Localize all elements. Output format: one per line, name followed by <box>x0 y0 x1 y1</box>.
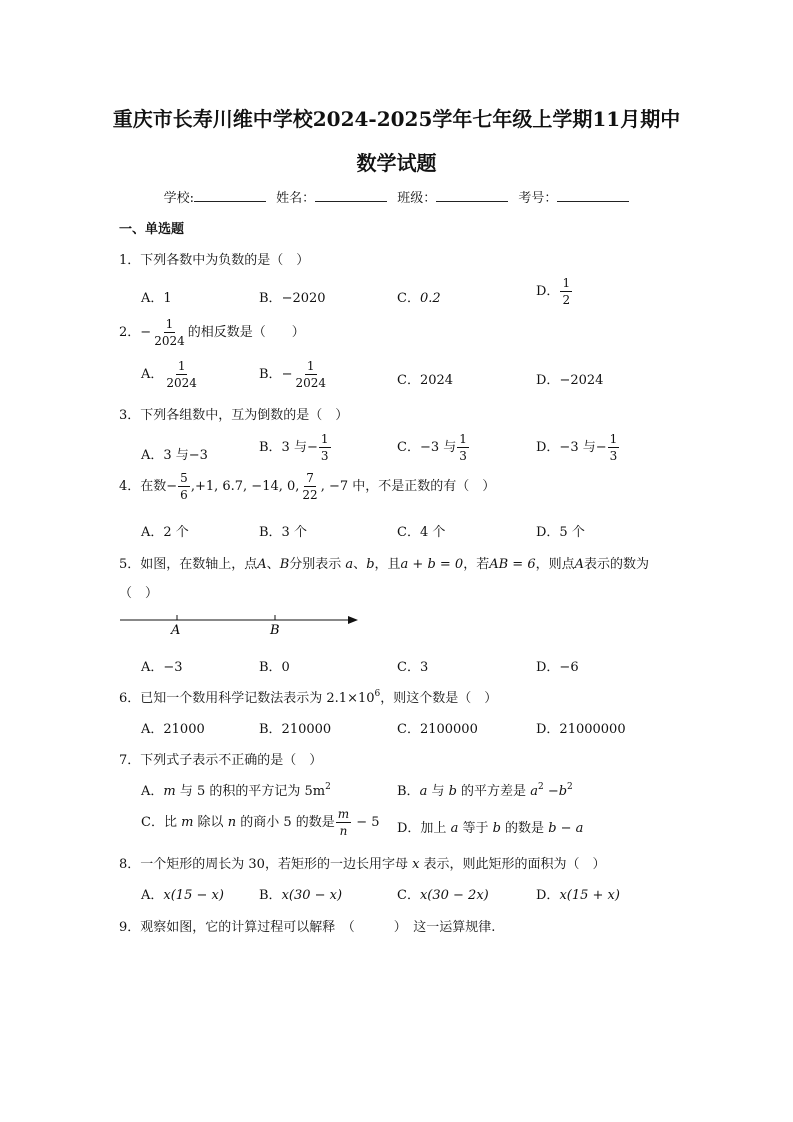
fraction-denominator: 6 <box>180 488 188 502</box>
var-m: m <box>163 784 176 799</box>
var-a: a <box>419 784 428 799</box>
question-2-stem <box>119 318 305 347</box>
option-label: B． <box>397 784 420 799</box>
number-blank <box>557 189 629 202</box>
number-line-figure <box>118 608 363 638</box>
question-6-option-b: B．210000 <box>259 722 332 737</box>
point-a-ref: A <box>574 557 584 572</box>
point-b-label: B <box>270 623 280 638</box>
option-value: 0.2 <box>419 291 441 306</box>
expression: b − a <box>548 821 584 836</box>
question-3-option-a: A．3 与−3 <box>141 448 208 463</box>
question-4-option-a: A．2 个 <box>141 525 189 540</box>
stem-text: ，则这个数是（ ） <box>380 691 498 706</box>
question-5-option-a: A．−3 <box>141 660 183 675</box>
fraction <box>152 318 187 347</box>
fraction <box>164 360 199 389</box>
fraction-numerator: 1 <box>306 359 315 373</box>
option-text: 的数是 <box>500 821 549 836</box>
question-number: 2． <box>119 325 141 340</box>
question-8-option-a <box>141 884 224 903</box>
exponent: 2 <box>537 782 544 792</box>
question-7-option-b <box>397 780 573 799</box>
option-value: 2024 <box>419 373 454 388</box>
question-1-option-c <box>397 287 441 306</box>
var-b: b <box>492 821 501 836</box>
option-label: D．加上 <box>397 821 451 836</box>
stem-text: 表示的数为 <box>584 557 650 572</box>
question-5-stem-line1 <box>119 553 649 572</box>
question-2-option-b <box>259 360 329 389</box>
fraction-denominator: 2024 <box>166 376 197 390</box>
name-label: 姓名： <box>276 191 316 206</box>
var-b: b <box>558 784 568 799</box>
option-text: − 5 <box>352 815 380 830</box>
fraction-numerator: 1 <box>177 359 186 373</box>
option-text: 的商小 5 的数是 <box>236 815 335 830</box>
var-a: a <box>530 784 538 799</box>
fraction-numerator: 1 <box>609 432 618 446</box>
question-5-stem-line2: （ ） <box>119 586 159 601</box>
stem-text: 表示，则此矩形的面积为（ ） <box>419 857 606 872</box>
fraction-numerator: 1 <box>459 432 467 446</box>
fraction-denominator: 3 <box>609 449 618 463</box>
expression: x(15 + x) <box>559 888 620 903</box>
stem-text: ，若 <box>463 557 490 572</box>
question-7-stem: 7．下列式子表示不正确的是（ ） <box>119 753 323 768</box>
fraction-denominator: 3 <box>459 449 467 463</box>
option-label: D． <box>536 284 560 299</box>
fraction-numerator: 1 <box>562 276 571 290</box>
question-1-option-a: A．1 <box>141 291 172 306</box>
option-label: A． <box>141 367 164 382</box>
expression: x(30 − 2x) <box>419 888 489 903</box>
student-info-line <box>0 187 793 206</box>
stem-text: 8．一个矩形的周长为 30，若矩形的一边长用字母 <box>119 857 413 872</box>
option-text: − <box>543 784 559 799</box>
option-label: C． <box>397 373 420 388</box>
question-6-option-d: D．21000000 <box>536 722 626 737</box>
question-2-option-c <box>397 369 453 388</box>
name-blank <box>315 189 387 202</box>
fraction <box>300 472 319 501</box>
var-a: a <box>345 557 354 572</box>
question-3-option-d <box>536 433 620 462</box>
option-value: −2024 <box>559 373 604 388</box>
number-label: 考号： <box>518 191 558 206</box>
option-text: 的平方差是 <box>456 784 531 799</box>
stem-text: ，则点 <box>535 557 575 572</box>
stem-text: 4．在数− <box>119 479 178 494</box>
question-4-option-b: B．3 个 <box>259 525 307 540</box>
var-x: x <box>412 857 420 872</box>
fraction-denominator: n <box>339 824 348 838</box>
question-9-stem: 9．观察如图，它的计算过程可以解释 （ ） 这一运算规律. <box>119 920 496 935</box>
question-2-option-a <box>141 360 200 389</box>
expression: x(15 − x) <box>163 888 224 903</box>
arrow-right-icon <box>348 616 358 624</box>
question-4-option-d: D．5 个 <box>536 525 585 540</box>
question-5-option-b: B．0 <box>259 660 290 675</box>
fraction-denominator: 3 <box>320 449 329 463</box>
exponent: 6 <box>374 689 381 699</box>
question-8-stem <box>119 853 606 872</box>
school-label: 学校: <box>163 191 194 206</box>
option-label: C． <box>397 291 420 306</box>
var-n: n <box>227 815 237 830</box>
point-b-ref: B <box>279 557 290 572</box>
section-title: 一、单选题 <box>119 222 185 237</box>
stem-text: ，且 <box>374 557 401 572</box>
expression: x(30 − x) <box>281 888 343 903</box>
fraction-denominator: 22 <box>302 488 318 502</box>
question-7-option-a <box>141 780 331 799</box>
option-text: 等于 <box>458 821 493 836</box>
question-8-option-d <box>536 884 620 903</box>
option-label: B．3 与− <box>259 440 318 455</box>
question-1-option-b <box>259 287 326 306</box>
option-label: C． <box>397 888 420 903</box>
fraction <box>293 360 328 389</box>
question-4-option-c: C．4 个 <box>397 525 446 540</box>
option-label: D． <box>536 888 560 903</box>
fraction-numerator: 7 <box>306 471 314 485</box>
question-6-option-a: A．21000 <box>141 722 205 737</box>
stem-text: 分别表示 <box>289 557 342 572</box>
point-a-label: A <box>171 623 181 638</box>
question-6-stem <box>119 687 497 706</box>
fraction <box>560 277 572 306</box>
option-label: A． <box>141 888 164 903</box>
exponent: 2 <box>325 782 331 792</box>
question-7-option-c <box>141 808 380 837</box>
question-1-stem: 1．下列各数中为负数的是（ ） <box>119 253 310 268</box>
option-value: −2020 <box>281 291 326 306</box>
stem-text: 的相反数是（ ） <box>187 325 305 340</box>
point-a-ref: A <box>257 557 267 572</box>
option-label: D． <box>536 373 560 388</box>
option-label: D．−3 与− <box>536 440 607 455</box>
option-text: 除以 <box>193 815 228 830</box>
question-6-option-c: C．2100000 <box>397 722 478 737</box>
question-8-option-c <box>397 884 489 903</box>
minus-sign: − <box>140 325 152 340</box>
fraction-denominator: 2 <box>562 293 571 307</box>
question-4-stem <box>119 472 495 501</box>
option-label: C．−3 与 <box>397 440 457 455</box>
question-1-option-d <box>536 277 573 306</box>
class-blank <box>436 189 508 202</box>
option-label: B． <box>259 888 282 903</box>
option-text: 与 5 的积的平方记为 5m <box>175 784 326 799</box>
fraction <box>457 433 469 462</box>
page-title-line2: 数学试题 <box>356 151 437 175</box>
question-3-option-b <box>259 433 332 462</box>
page-title-line1: 重庆市长寿川维中学校2024-2025学年七年级上学期11月期中 <box>112 107 681 131</box>
fraction-numerator: 5 <box>180 471 188 485</box>
stem-text: , −7 中，不是正数的有（ ） <box>320 479 496 494</box>
question-5-option-d: D．−6 <box>536 660 579 675</box>
option-label: A． <box>141 784 164 799</box>
stem-text: 、 <box>353 557 367 572</box>
class-label: 班级： <box>397 191 437 206</box>
exponent: 2 <box>567 782 573 792</box>
question-3-stem: 3．下列各组数中，互为倒数的是（ ） <box>119 408 349 423</box>
stem-text: 、 <box>266 557 280 572</box>
fraction-numerator: m <box>337 807 350 821</box>
question-5-option-c: C．3 <box>397 660 429 675</box>
var-b: b <box>366 557 375 572</box>
equation: a + b = 0 <box>400 557 464 572</box>
school-blank <box>194 189 266 202</box>
var-m: m <box>181 815 194 830</box>
fraction-denominator: 2024 <box>154 334 185 348</box>
question-7-option-d <box>397 817 583 836</box>
fraction <box>336 808 351 837</box>
stem-text: 5．如图，在数轴上，点 <box>119 557 258 572</box>
var-b: b <box>448 784 457 799</box>
option-label: C．比 <box>141 815 182 830</box>
equation: AB = 6 <box>489 557 536 572</box>
question-8-option-b <box>259 884 342 903</box>
var-a: a <box>450 821 459 836</box>
option-label: B． <box>259 291 282 306</box>
fraction <box>608 433 620 462</box>
fraction <box>319 433 331 462</box>
question-3-option-c <box>397 433 470 462</box>
option-label: B． <box>259 367 282 382</box>
fraction-denominator: 2024 <box>295 376 327 390</box>
stem-text: 6．已知一个数用科学记数法表示为 2.1×10 <box>119 691 375 706</box>
minus-sign: − <box>281 367 293 382</box>
question-2-option-d <box>536 369 603 388</box>
fraction-numerator: 1 <box>165 317 174 331</box>
fraction-numerator: 1 <box>320 432 329 446</box>
fraction <box>178 472 190 501</box>
option-text: 与 <box>427 784 449 799</box>
stem-text: ,+1, 6.7, −14, 0, <box>190 479 300 494</box>
